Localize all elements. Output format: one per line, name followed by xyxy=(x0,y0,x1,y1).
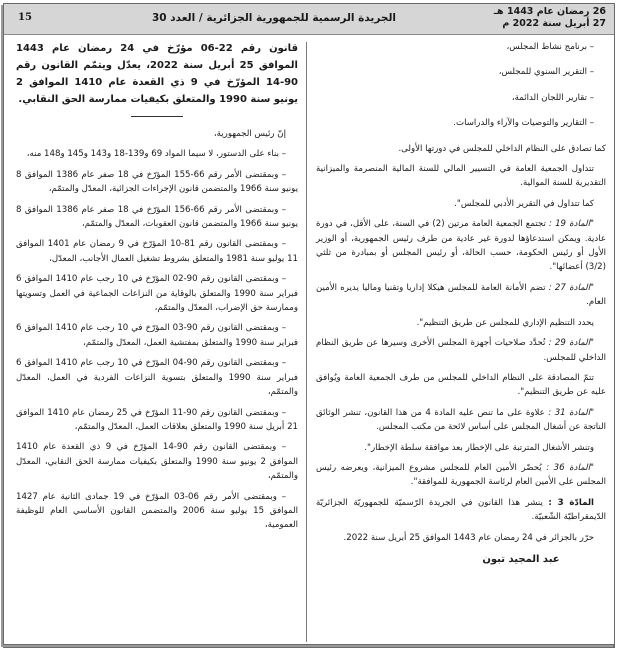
article-label: "المادة 27 : xyxy=(548,282,595,293)
paragraph: كما تصادق على النظام الداخلي للمجلس في دورتها الأولى. xyxy=(398,143,606,154)
list-item: – تقارير اللجان الدائمة، xyxy=(511,92,594,103)
article-36 xyxy=(316,461,606,490)
date-gregorian: 27 أبريل سنة 2022 م xyxy=(502,18,606,29)
article-text: تضم الأمانة العامة للمجلس هيكلا إداريا وتقنيا وماليا يديره الأمين العام. xyxy=(316,282,606,308)
paragraph: يحدد التنظيم الإداري للمجلس عن طريق التنظيم". xyxy=(416,317,594,328)
article-text: ينشر هذا القانون في الجريدة الرّسميّة للجمهوريّة الجزائريّة الدّيمقراطيّة الشّعبيّة. xyxy=(316,497,606,523)
article-label: المادّة 3 : xyxy=(548,497,595,508)
article-text: تُحدَّد صلاحيات أجهزة المجلس الأخرى وسيرها عن طريق النظام الداخلي للمجلس. xyxy=(316,338,606,363)
opening-line: إنّ رئيس الجمهورية، xyxy=(213,129,286,139)
list-item: – التقارير والتوصيات والآراء والدراسات. xyxy=(453,118,594,129)
preamble-paragraph: – وبمقتضى القانون رقم 90-02 المؤرّخ في 10 رجب عام 1410 الموافق 6 فبراير سنة 1990 والمتعلق بالوقاية من النزاعات الجماعية في العمل وتسويتها وممارسة حق الإضراب، المعدّل والمتمّم، xyxy=(16,274,298,314)
preamble-paragraph: – وبمقتضى الأمر رقم 66-155 المؤرّخ في 18 صفر عام 1386 الموافق 8 يونيو سنة 1966 والمتضمن قانون الإجراءات الجزائية، المعدّل والمتمّم، xyxy=(16,169,298,195)
page-number: 15 xyxy=(18,12,32,23)
article-text: علاوة على ما تنص عليه المادة 4 من هذا القانون، تنشر الوثائق الناتجة عن أشغال المجلس على أساس لائحة من مكتب المجلس. xyxy=(316,407,606,433)
paragraph: وتنشر الأشغال المترتبة على الإخطار بعد موافقة سلطة الإخطار". xyxy=(364,442,594,453)
article-text: تجتمع الجمعية العامة مرتين (2) في السنة، على الأقل، في دورة عادية. ويمكن استدعاؤها لدورة غير عادية من طرف رئيس الجمهورية، أو الوزير الأول أو رئيس الحكومة، حسب الحالة، أو رئيس المجلس أو بمبادرة من ثلثي (3/2) أعضائها". xyxy=(316,219,606,273)
article-label: "المادة 36 : xyxy=(546,462,594,473)
right-column xyxy=(316,40,606,573)
preamble-paragraph: – وبمقتضى القانون رقم 90-03 المؤرّخ في 10 رجب عام 1410 الموافق 6 فبراير سنة 1990 والمتعلق بمفتشية العمل، المعدّل والمتمّم، xyxy=(16,323,298,348)
list-item: – برنامج نشاط المجلس، xyxy=(506,42,594,52)
gazette-page xyxy=(3,3,615,645)
article-3 xyxy=(316,496,606,525)
preamble-paragraph: – وبمقتضى الأمر رقم 66-156 المؤرّخ في 18 صفر عام 1386 الموافق 8 يونيو سنة 1966 والمتضمن قانون العقوبات، المعدّل والمتمّم، xyxy=(16,204,298,230)
left-column xyxy=(16,40,298,539)
law-title: قانون رقم 22-06 مؤرّخ في 24 رمضان عام 1443 الموافق 25 أبريل سنة 2022، يعدّل ويتمّم القانون رقم 90-14 المؤرّخ في 9 ذي القعدة عام 1410 الموافق 2 يونيو سنة 1990 والمتعلق بكيفيات ممارسة الحق النقابي. xyxy=(16,43,299,105)
article-label: "المادة 19 : xyxy=(549,219,595,230)
paragraph: تتداول الجمعية العامة في التسيير المالي للسنة المالية المنصرمة والميزانية التقديرية للسنة الموالية. xyxy=(316,164,606,189)
preamble-paragraph: – وبمقتضى القانون رقم 90-11 المؤرّخ في 25 رمضان عام 1410 الموافق 21 أبريل سنة 1990 والمتعلق بعلاقات العمل، المعدّل والمتمّم، xyxy=(16,407,298,432)
page-header xyxy=(4,4,614,35)
date-hijri: 26 رمضان عام 1443 هـ xyxy=(493,6,606,17)
article-label: "المادة 29 : xyxy=(548,338,594,349)
title-separator xyxy=(131,116,183,117)
article-19 xyxy=(316,217,606,275)
list-item: – التقرير السنوي للمجلس، xyxy=(498,67,594,78)
article-29 xyxy=(316,336,606,365)
article-31 xyxy=(316,406,606,435)
closing-line: حرّر بالجزائر في 24 رمضان عام 1443 الموافق 25 أبريل سنة 2022. xyxy=(343,532,594,543)
preamble-paragraph: – بناء على الدستور، لا سيما المواد 69 و139-18 و143 و145 و148 منه، xyxy=(26,149,286,160)
column-divider xyxy=(306,42,307,642)
gazette-title: الجريدة الرسمية للجمهورية الجزائرية / العدد 30 xyxy=(152,12,396,24)
preamble-paragraph: – وبمقتضى القانون رقم 90-04 المؤرّخ في 10 رجب عام 1410 الموافق 6 فبراير سنة 1990 والمتعلق بتسوية النزاعات الفردية في العمل، المعدّل والمتمّم، xyxy=(16,358,298,398)
paragraph: تتمّ المصادقة على النظام الداخلي للمجلس من طرف الجمعية العامة ويُوافق عليه عن طريق التنظيم". xyxy=(316,372,606,398)
issue-date xyxy=(494,6,606,30)
preamble-paragraph: – وبمقتضى الأمر رقم 06-03 المؤرّخ في 19 جمادى الثانية عام 1427 الموافق 15 يوليو سنة 2006 والمتضمن القانون الأساسي العام للوظيفة العمومية، xyxy=(16,491,298,531)
preamble-paragraph: – وبمقتضى القانون رقم 90-14 المؤرّخ في 9 ذي القعدة عام 1410 الموافق 2 يونيو سنة 1990 والمتعلق بكيفيات ممارسة الحق النقابي، المعدّل والمتمّم، xyxy=(16,442,298,482)
article-27 xyxy=(316,281,606,310)
article-text: يُحضّر الأمين العام للمجلس مشروع الميزانية، ويعرضه رئيس المجلس على الأمين العام لرئاسة الجمهورية للموافقة". xyxy=(316,462,606,488)
preamble-paragraph: – وبمقتضى القانون رقم 81-10 المؤرّخ في 9 رمضان عام 1401 الموافق 11 يوليو سنة 1981 والمتعلق بشروط تشغيل العمال الأجانب، المعدّل، xyxy=(16,239,298,264)
article-label: "المادة 31 : xyxy=(548,407,595,418)
paragraph: كما تتداول في التقرير الأدبي للمجلس". xyxy=(454,198,594,209)
signature: عبد المجيد تبون xyxy=(482,553,560,565)
